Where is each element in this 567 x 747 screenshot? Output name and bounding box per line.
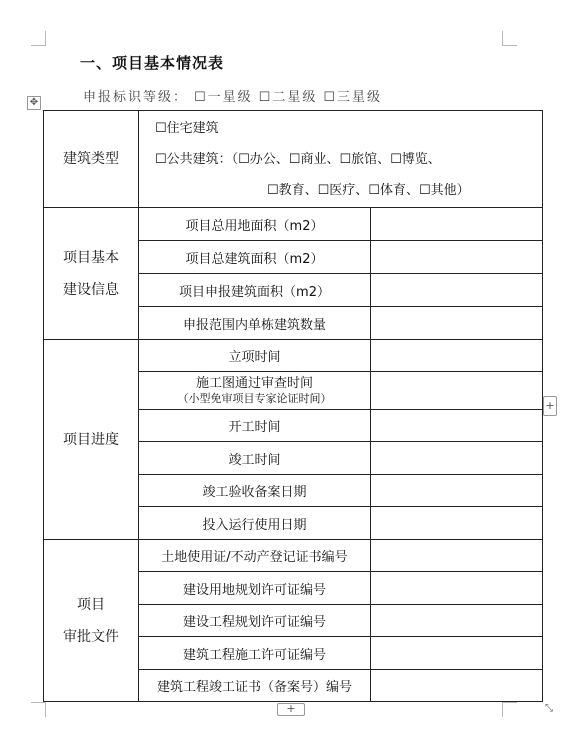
row-label: 竣工时间 xyxy=(139,442,371,475)
value-cell[interactable] xyxy=(371,605,543,637)
row-label: 立项时间 xyxy=(139,340,371,372)
margin-mark-top-right xyxy=(502,31,517,46)
row-label: 投入运行使用日期 xyxy=(139,507,371,540)
row-label: 项目总建筑面积（m2） xyxy=(139,241,371,274)
row-label: 土地使用证/不动产登记证书编号 xyxy=(139,540,371,572)
category-basic-info: 项目基本 建设信息 xyxy=(44,208,139,340)
row-label: 建设用地规划许可证编号 xyxy=(139,572,371,605)
margin-mark-bottom-right xyxy=(502,702,517,717)
value-cell[interactable] xyxy=(371,410,543,442)
public-building-options-cont[interactable]: ☐教育、☐医疗、☐体育、☐其他） xyxy=(267,182,470,198)
level-option-two-star[interactable]: ☐二星级 xyxy=(258,90,318,105)
value-cell[interactable] xyxy=(371,637,543,670)
value-cell[interactable] xyxy=(371,507,543,540)
category-progress: 项目进度 xyxy=(44,340,139,540)
table-row xyxy=(44,340,543,372)
table-row xyxy=(44,540,543,572)
value-cell[interactable] xyxy=(371,241,543,274)
table-row xyxy=(44,208,543,241)
category-building-type: 建筑类型 xyxy=(44,111,139,208)
value-cell[interactable] xyxy=(371,442,543,475)
row-label: 竣工验收备案日期 xyxy=(139,475,371,507)
section-heading: 一、项目基本情况表 xyxy=(80,54,225,72)
value-cell[interactable] xyxy=(371,274,543,307)
margin-mark-bottom-left xyxy=(31,702,46,717)
row-label: 建筑工程竣工证书（备案号）编号 xyxy=(139,670,371,702)
value-cell[interactable] xyxy=(371,208,543,241)
value-cell[interactable] xyxy=(371,670,543,702)
value-cell[interactable] xyxy=(371,340,543,372)
add-row-icon[interactable]: + xyxy=(277,703,305,716)
building-type-options[interactable] xyxy=(139,111,543,208)
margin-mark-top-left xyxy=(31,31,46,46)
add-column-icon[interactable]: + xyxy=(543,396,557,416)
row-label: 建筑工程施工许可证编号 xyxy=(139,637,371,670)
certification-level-line xyxy=(83,86,382,105)
public-building-options[interactable]: ☐公共建筑：（☐办公、☐商业、☐旅馆、☐博览、 xyxy=(155,151,441,167)
row-label: 开工时间 xyxy=(139,410,371,442)
table-move-handle-icon[interactable]: ✥ xyxy=(27,96,41,110)
level-option-one-star[interactable]: ☐一星级 xyxy=(194,90,253,105)
value-cell[interactable] xyxy=(371,540,543,572)
row-label: 建设工程规划许可证编号 xyxy=(139,605,371,637)
value-cell[interactable] xyxy=(371,372,543,410)
value-cell[interactable] xyxy=(371,572,543,605)
row-label: 项目总用地面积（m2） xyxy=(139,208,371,241)
table-resize-icon[interactable]: ⤡ xyxy=(545,703,553,714)
level-label: 申报标识等级： xyxy=(83,90,189,105)
row-label: 申报范围内单栋建筑数量 xyxy=(139,307,371,340)
project-info-table xyxy=(43,110,543,702)
value-cell[interactable] xyxy=(371,475,543,507)
residential-option[interactable]: ☐住宅建筑 xyxy=(155,120,219,136)
value-cell[interactable] xyxy=(371,307,543,340)
row-label: 项目申报建筑面积（m2） xyxy=(139,274,371,307)
row-label: 施工图通过审查时间 （小型免审项目专家论证时间） xyxy=(139,372,371,410)
table-row xyxy=(44,111,543,208)
level-option-three-star[interactable]: ☐三星级 xyxy=(323,90,382,105)
category-approval: 项目 审批文件 xyxy=(44,540,139,702)
